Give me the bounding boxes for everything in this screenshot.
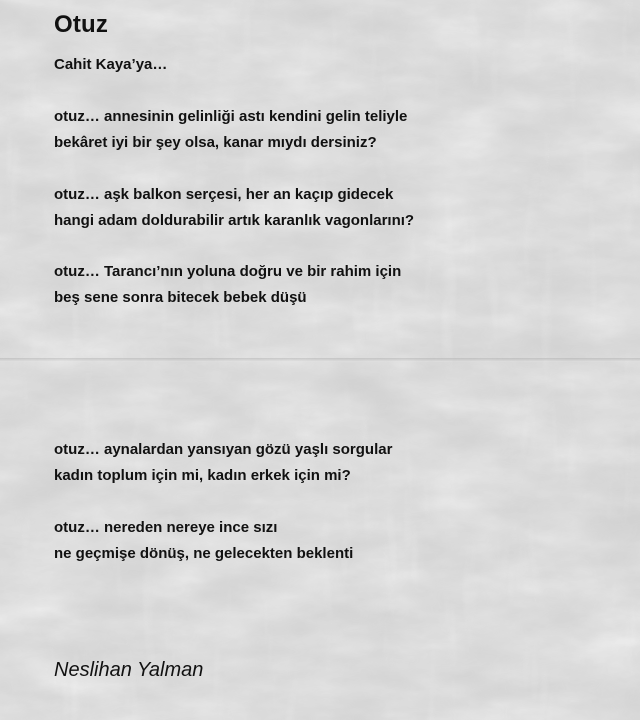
stanza-1 [54, 104, 407, 156]
stanza-line: otuz… aynalardan yansıyan gözü yaşlı sorgular [54, 441, 393, 458]
stanza-line: ne geçmişe dönüş, ne gelecekten beklenti [54, 545, 354, 562]
stanza-line: otuz… Tarancı’nın yoluna doğru ve bir rahim için [54, 263, 402, 280]
stanza-4 [54, 437, 392, 489]
stanza-line: otuz… nereden nereye ince sızı [54, 519, 278, 536]
stanza-line: otuz… annesinin gelinliği astı kendini gelin teliyle [54, 108, 408, 125]
stanza-3 [54, 259, 401, 311]
stanza-line: bekâret iyi bir şey olsa, kanar mıydı dersiniz? [54, 134, 377, 151]
stanza-line: beş sene sonra bitecek bebek düşü [54, 289, 307, 306]
stanza-line: hangi adam doldurabilir artık karanlık vagonlarını? [54, 212, 415, 229]
panel-divider [0, 358, 640, 362]
poem-title: Otuz [54, 11, 109, 38]
stanza-2 [54, 182, 414, 234]
poem-author: Neslihan Yalman [54, 659, 204, 681]
stanza-line: otuz… aşk balkon serçesi, her an kaçıp gidecek [54, 186, 394, 203]
stanza-5 [54, 515, 353, 567]
poem-dedication: Cahit Kaya’ya… [54, 56, 168, 73]
stanza-line: kadın toplum için mi, kadın erkek için mi? [54, 467, 351, 484]
